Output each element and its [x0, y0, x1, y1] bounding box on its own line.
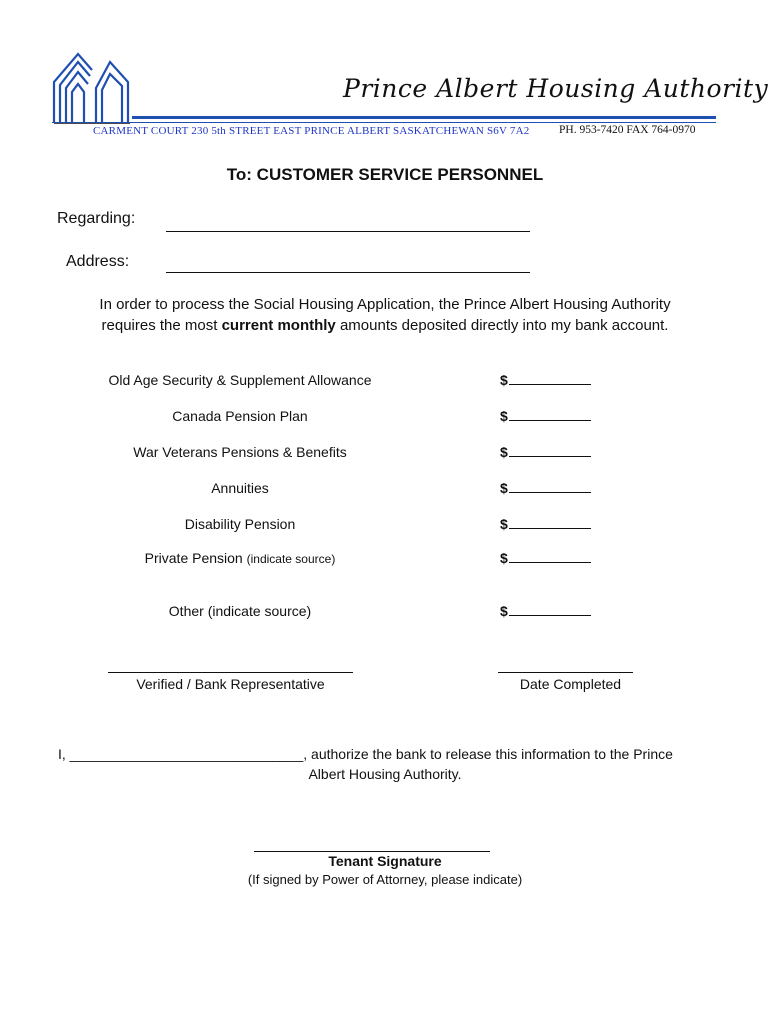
- amount-blank[interactable]: [509, 480, 591, 493]
- income-label-annuities: Annuities: [211, 480, 269, 496]
- amount-blank[interactable]: [509, 444, 591, 457]
- amount-field-annuities[interactable]: [500, 480, 591, 496]
- letterhead-rule-thin: [52, 122, 716, 123]
- page-title: To: CUSTOMER SERVICE PERSONNEL: [226, 165, 544, 184]
- amount-blank[interactable]: [509, 516, 591, 529]
- currency-symbol: $: [500, 516, 508, 532]
- authorization-line-2: Albert Housing Authority.: [308, 766, 462, 782]
- currency-symbol: $: [500, 444, 508, 460]
- amount-blank[interactable]: [509, 603, 591, 616]
- income-label-note: (indicate source): [246, 552, 336, 566]
- regarding-label: Regarding:: [57, 210, 136, 227]
- amount-blank[interactable]: [509, 372, 591, 385]
- authorization-line-1: I, ______________________________, authorize the bank to release this information to the Prince: [58, 746, 673, 762]
- tenant-signature-label: Tenant Signature: [328, 853, 442, 869]
- address-label: Address:: [66, 253, 130, 270]
- currency-symbol: $: [500, 372, 508, 388]
- income-label-private-pension: [70, 550, 410, 566]
- amount-field-oas[interactable]: [500, 372, 591, 388]
- currency-symbol: $: [500, 480, 508, 496]
- intro-line-1: In order to process the Social Housing Application, the Prince Albert Housing Authority: [99, 296, 671, 313]
- organization-phone-fax: PH. 953-7420 FAX 764-0970: [559, 124, 696, 136]
- income-label-other: Other (indicate source): [168, 603, 312, 619]
- tenant-signature-note: (If signed by Power of Attorney, please indicate): [247, 872, 523, 887]
- amount-field-other[interactable]: [500, 603, 591, 619]
- organization-name: Prince Albert Housing Authority: [343, 74, 769, 103]
- intro-line-2: [0, 317, 770, 334]
- amount-field-private-pension[interactable]: [500, 550, 591, 566]
- intro-text: requires the most: [101, 317, 222, 334]
- address-field[interactable]: [166, 272, 530, 273]
- date-completed-caption: Date Completed: [519, 676, 622, 692]
- bank-rep-caption: Verified / Bank Representative: [136, 676, 325, 692]
- letterhead-rule: [132, 116, 716, 119]
- currency-symbol: $: [500, 408, 508, 424]
- amount-field-cpp[interactable]: [500, 408, 591, 424]
- amount-blank[interactable]: [509, 408, 591, 421]
- currency-symbol: $: [500, 550, 508, 566]
- income-label-oas: Old Age Security & Supplement Allowance: [108, 372, 372, 388]
- housing-logo-icon: [52, 48, 132, 124]
- amount-blank[interactable]: [509, 550, 591, 563]
- organization-address: CARMENT COURT 230 5th STREET EAST PRINCE ALBERT SASKATCHEWAN S6V 7A2: [93, 125, 530, 137]
- income-label-text: Private Pension: [144, 550, 247, 566]
- income-label-disability: Disability Pension: [184, 516, 296, 532]
- tenant-signature-line[interactable]: [254, 851, 490, 852]
- currency-symbol: $: [500, 603, 508, 619]
- bank-rep-signature-line[interactable]: [108, 672, 353, 673]
- amount-field-veterans[interactable]: [500, 444, 591, 460]
- intro-emphasis: current monthly: [221, 317, 336, 334]
- amount-field-disability[interactable]: [500, 516, 591, 532]
- income-label-veterans: War Veterans Pensions & Benefits: [133, 444, 347, 460]
- intro-text: amounts deposited directly into my bank account.: [335, 317, 669, 334]
- income-label-cpp: Canada Pension Plan: [172, 408, 308, 424]
- date-completed-line[interactable]: [498, 672, 633, 673]
- regarding-field[interactable]: [166, 231, 530, 232]
